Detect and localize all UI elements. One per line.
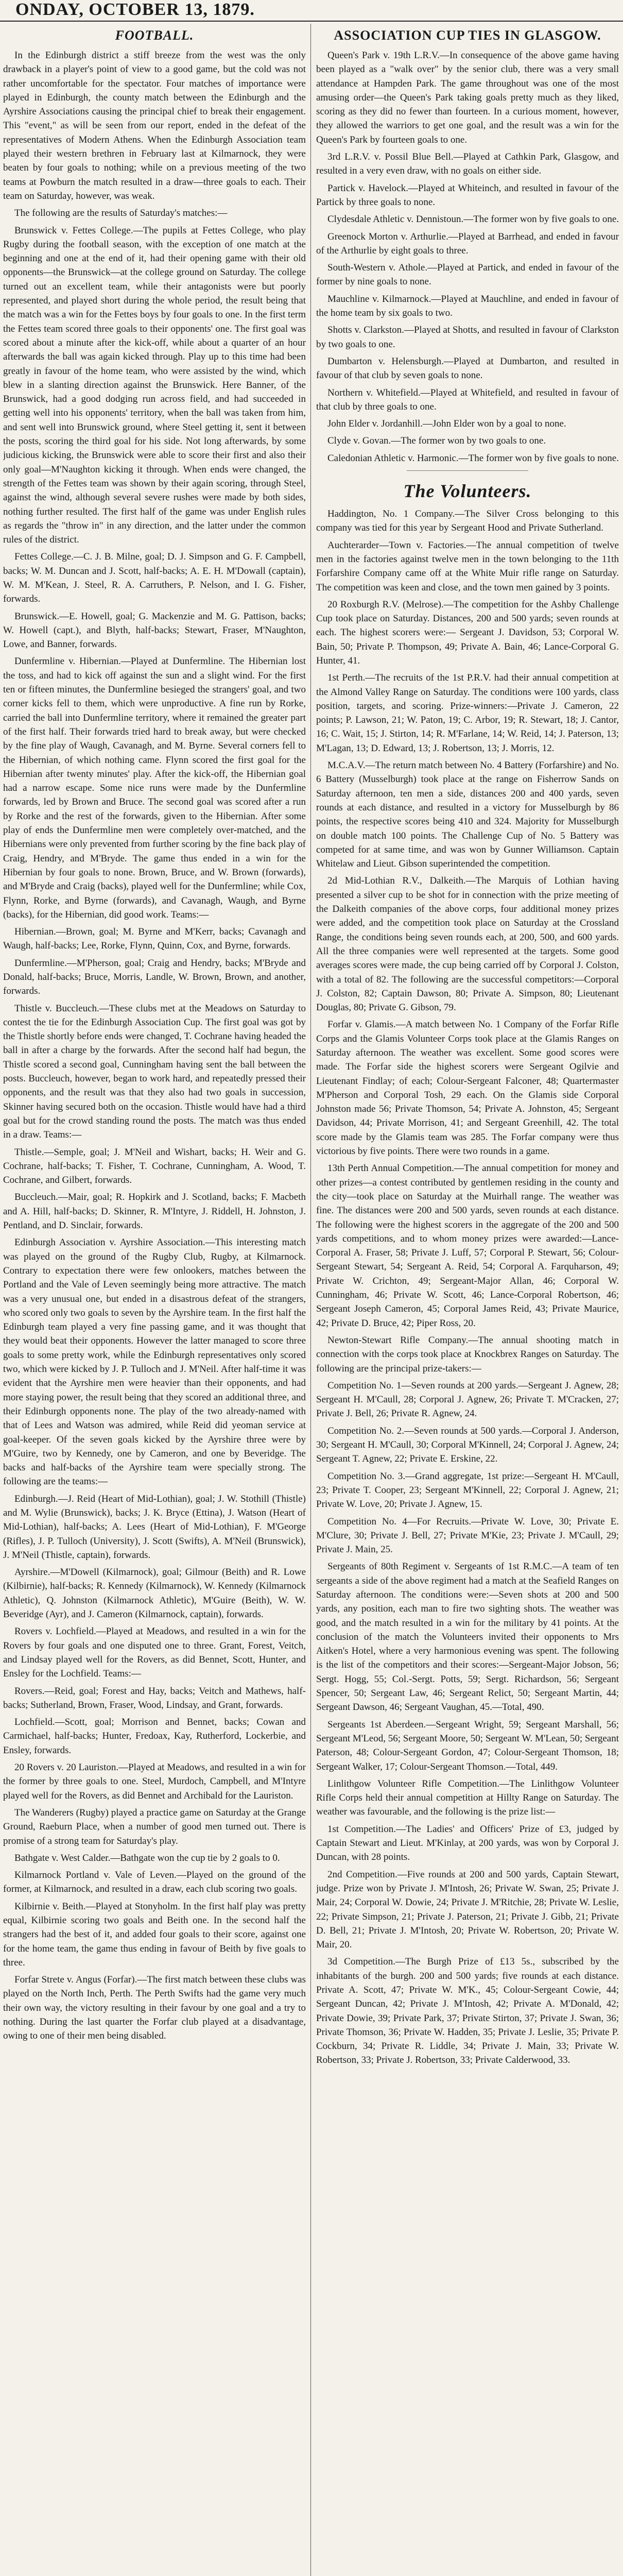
article-paragraph: 3d Competition.—The Burgh Prize of £13 5s., subscribed by the inhabitants of the burgh. 200 and 500 yards; five rounds at each distance. Private A. Scott, 47; Private W. M'K., 45; Colour-Sergeant Cowie, 44; Sergeant Duncan, 42; Private J. M'Intosh, 42; Private A. M'Donald, 42; Private Dowie, 39; Private Park, 37; Private Stirton, 37; Private J. Swan, 36; Private Thomson, 36; Private W. Hadden, 35; Private J. Leslie, 35; Private P. Cockburn, 34; Private R. Liddle, 34; Private J. Main, 33; Private W. Robertson, 33; Private J. Robertson, 33; Private Calderwood, 33. bbox=[316, 1956, 619, 2066]
column-rule bbox=[310, 24, 311, 2576]
masthead bbox=[0, 0, 623, 22]
article-paragraph: Clyde v. Govan.—The former won by two goals to one. bbox=[327, 435, 546, 447]
article-paragraph: Greenock Morton v. Arthurlie.—Played at Barrhead, and ended in favour of the Arthurlie by eight goals to three. bbox=[316, 231, 619, 256]
article-paragraph: Haddington, No. 1 Company.—The Silver Cross belonging to this company was tied for this year by Sergeant Hood and Private Sutherland. bbox=[316, 509, 619, 534]
masthead-title: ONDAY, OCTOBER 13, 1879. bbox=[15, 0, 255, 19]
article-paragraph: Bathgate v. West Calder.—Bathgate won the cup tie by 2 goals to 0. bbox=[14, 1852, 280, 1863]
article-paragraph: Sergeants 1st Aberdeen.—Sergeant Wright, 59; Sergeant Marshall, 56; Sergeant M'Leod, 56; Sergeant Moore, 50; Sergeant W. M'Lean, 50; Sergeant Paterson, 48; Colour-Sergeant Gordon, 47; Colour-Sergeant Thomson, 18; Sergeant Walker, 17; Colour-Sergeant Thomson.—Total, 449. bbox=[316, 1719, 619, 1772]
article-paragraph: Caledonian Athletic v. Harmonic.—The former won by five goals to none. bbox=[327, 452, 619, 464]
article-paragraph: 1st Perth.—The recruits of the 1st P.R.V. had their annual competition at the Almond Valley Range on Saturday. The conditions were 100 yards, class position, targets, and scoring. Prize-winners:—Private J. Cameron, 22 points; P. Lawson, 21; W. Paton, 19; C. Arbor, 19; R. Stewart, 18; J. Cantor, 16; C. Wait, 15; J. Stirton, 14; R. M'Farlane, 14; W. Reid, 14; J. Paterson, 13; M'Lagan, 13; D. Edward, 13; J. Robertson, 13; J. Morris, 12. bbox=[316, 672, 619, 754]
article-paragraph: Competition No. 4—For Recruits.—Private W. Love, 30; Private E. M'Clure, 30; Private J. Bell, 27; Private M'Kie, 23; Private J. M'Caull, 29; Private J. Main, 25. bbox=[316, 1516, 619, 1555]
article-paragraph: Dunfermline.—M'Pherson, goal; Craig and Hendry, backs; M'Bryde and Donald, half-backs; Bruce, Morris, Landle, W. Brown, Brown, and another, forwards. bbox=[3, 957, 306, 997]
article-paragraph: Shotts v. Clarkston.—Played at Shotts, and resulted in favour of Clarkston by two goals to one. bbox=[316, 325, 619, 350]
article-paragraph: Fettes College.—C. J. B. Milne, goal; D. J. Simpson and G. F. Campbell, backs; W. M. Duncan and J. Scott, half-backs; A. E. H. M'Dowall (captain), W. M. M'Kean, J. Steel, R. A. Carruthers, P. Nelson, and I. G. Fisher, forwards. bbox=[3, 551, 306, 605]
article-paragraph: The following are the results of Saturday's matches:— bbox=[14, 208, 228, 219]
article-paragraph: Dunfermline v. Hibernian.—Played at Dunfermline. The Hibernian lost the toss, and had to kick off against the sun and a slight wind. For the first ten or fifteen minutes, the Dunfermline besieged the strangers' goal, and two corner kicks fell to them, which were unproductive. A fine run by Rorke, carried the ball into Dunfermline territory, where it remained the greater part of the first half. Their forwards tried hard to break away, but were checked by the fine play of Waugh, Cavanagh, and M. Byrne. Several corners fell to the Hibernian, of which nothing came. Flynn scored the first goal for the Hibernian after twenty minutes' play. After the kick-off, the Hibernian goal had a narrow escape. Some nice runs were made by the Dunfermline forwards, led by Brown and Bruce. The second goal was scored after a run by Rorke and the rest of the forwards, given to the Hibernian. After some play of ends the Dunfermline men were completely over-matched, and the Hibernians were only prevented from further scoring by the fine back play of Craig, Hendry, and M'Bryde. The game thus ended in a win for the Hibernian by four goals to none. Brown, Bruce, and W. Brown (forwards), and M'Bryde and Craig (backs), played well for the Dunfermline; while Cox, Flynn, Rorke, and Byrne (forwards), and Cavanagh, Waugh, and Byrne (backs), for the Hibernian, did good work. Teams:— bbox=[3, 656, 306, 920]
article-paragraph: Clydesdale Athletic v. Dennistoun.—The former won by five goals to one. bbox=[327, 214, 619, 225]
football-heading: FOOTBALL. bbox=[115, 28, 194, 43]
article-paragraph: Auchterarder—Town v. Factories.—The annual competition of twelve men in the factories against twelve men in the town belonging to the 11th Forfarshire Company came off at the White Muir rifle range on Saturday. The competition was keen and close, and the town men gained by 3 points. bbox=[316, 539, 619, 593]
article-paragraph: Mauchline v. Kilmarnock.—Played at Mauchline, and ended in favour of the home team by six goals to two. bbox=[316, 293, 619, 319]
article-paragraph: Brunswick.—E. Howell, goal; G. Mackenzie and M. G. Pattison, backs; W. Howell (capt.), and Blyth, half-backs; Stewart, Fraser, M'Naughton, Lowe, and Banner, forwards. bbox=[3, 611, 306, 650]
football-body bbox=[3, 48, 306, 2043]
volunteers-body bbox=[316, 507, 619, 2067]
article-paragraph: M.C.A.V.—The return match between No. 4 Battery (Forfarshire) and No. 6 Battery (Musselburgh) took place at the range on Fisherrow Sands on Saturday afternoon, ten men a side, distances 200 and 400 yards, seven rounds at each distance, and resulted in a victory for Musselburgh by 86 points, the respective scores being 410 and 324. Majority for Musselburgh on double match 100 points. The Challenge Cup of No. 5 Battery was competed for at same time, and was won by Gunner Williamson. Captain Whitelaw and Lieut. Gibson superintended the competition. bbox=[316, 760, 619, 870]
cup-ties-body bbox=[316, 48, 619, 465]
article-paragraph: Partick v. Havelock.—Played at Whiteinch, and resulted in favour of the Partick by three goals to none. bbox=[316, 182, 619, 208]
article-paragraph: Brunswick v. Fettes College.—The pupils at Fettes College, who play Rugby during the football season, with the exception of one match at the beginning and one at the end of it, had their opening game with their old opponents—the Brunswick—at the college ground on Saturday. The college turned out an excellent team, while their antagonists were but poorly represented, and played short during the whole period, the result being that the match was a win for the Fettes boys by four goals to one. In the first term the Fettes team scored three goals to their opponents' one. The first goal was scored about a minute after the kick-off, while about a quarter of an hour afterwards the ball was again kicked through. Play up to this time had been greatly in favour of the home team, who were assisted by the wind, which blew in a slanting direction against the Brunswick. Here Banner, of the Brunswick, had a good dodging run across field, and had succeeded in getting well into his opponents' territory, when the ball was taken from him, and sent well into Brunswick ground, where Steel getting it, sent it between the posts, scoring the third goal for his side. Not long afterwards, by some judicious kicking, the Brunswick were able to score their first and also their only goal—M'Naughton kicking it through. When ends were changed, the strength of the Fettes team was shown by their again scoring, through Steel, against the wind, although several severe rushes were made by both sides, nothing further resulted. The first half of the game was under English rules as regards the "throw in" in any direction, and the latter under the common rules of the district. bbox=[3, 225, 306, 546]
article-paragraph: Newton-Stewart Rifle Company.—The annual shooting match in connection with the corps took place at Knockbrex Ranges on Saturday. The following are the principal prize-takers:— bbox=[316, 1334, 619, 1374]
article-paragraph: Queen's Park v. 19th L.R.V.—In consequence of the above game having been played as a "walk over" by the senior club, there was a very small attendance at Hampden Park. The game throughout was one of the most amusing order—the Queen's Park taking goals pretty much as they liked, scoring as they did no fewer than fourteen. In a curious moment, however, they allowed the warriors to get one goal, and the result was a win for the Queen's Park by fourteen goals to one. bbox=[316, 50, 619, 145]
article-paragraph: Buccleuch.—Mair, goal; R. Hopkirk and J. Scotland, backs; F. Macbeth and A. Hill, half-backs; D. Skinner, R. M'Intyre, J. Riddell, H. Johnston, J. Pentland, and D. Sinclair, forwards. bbox=[3, 1192, 306, 1231]
article-paragraph: 2d Mid-Lothian R.V., Dalkeith.—The Marquis of Lothian having presented a silver cup to be shot for in connection with the prize meeting of the Dalkeith companies of the above corps, four additional money prizes were added, and the competition took place on Saturday at the Crossland Range, the conditions being seven rounds each, at 200, 500, and 600 yards. All the three companies were well represented at the targets. Some good averages scores were made, the cup being carried off by Corporal J. Colston, with a total of 82. The following are the successful competitors:—Corporal J. Colston, 82; Captain Dawson, 80; Private A. Simpson, 80; Lieutenant Douglas, 80; Private G. Gibson, 79. bbox=[316, 875, 619, 1013]
article-paragraph: Competition No. 1—Seven rounds at 200 yards.—Sergeant J. Agnew, 28; Sergeant H. M'Caull, 28; Corporal J. Agnew, 26; Private T. M'Cracken, 27; Private J. Bell, 26; Private R. Agnew, 24. bbox=[316, 1380, 619, 1419]
article-paragraph: 3rd L.R.V. v. Possil Blue Bell.—Played at Cathkin Park, Glasgow, and resulted in a very even draw, with no goals on either side. bbox=[316, 151, 619, 177]
article-paragraph: South-Western v. Athole.—Played at Partick, and ended in favour of the former by nine goals to none. bbox=[316, 262, 619, 287]
article-paragraph: Dumbarton v. Helensburgh.—Played at Dumbarton, and resulted in favour of that club by seven goals to none. bbox=[316, 355, 619, 381]
article-paragraph: Lochfield.—Scott, goal; Morrison and Bennet, backs; Cowan and Carmichael, half-backs; Hunter, Fredoax, Kay, Rutherford, Lockerbie, and Ensley, forwards. bbox=[3, 1717, 306, 1756]
article-paragraph: Edinburgh.—J. Reid (Heart of Mid-Lothian), goal; J. W. Stothill (Thistle) and M. Wylie (Brunswick), backs; J. K. Bryce (Ettina), J. Watson (Heart of Mid-Lothian), half-backs; A. Lees (Heart of Mid-Lothian), F. M'George (Rifles), J. P. Tulloch (University), J. Scott (Swifts), A. M'Neil (Brunswick), J. M'Neil (Thistle, captain), forwards. bbox=[3, 1493, 306, 1561]
article-paragraph: 2nd Competition.—Five rounds at 200 and 500 yards, Captain Stewart, judge. Prize won by Private J. M'Intosh, 26; Private W. Swan, 25; Private J. Mair, 24; Corporal W. Dowie, 24; Private J. M'Ritchie, 28; Private W. Leslie, 22; Private Simpson, 21; Private J. Paterson, 21; Private J. Gibb, 21; Private D. Bell, 21; Private J. M'Intosh, 20; Private W. Robertson, 20; Private W. Mair, 20. bbox=[316, 1869, 619, 1951]
article-paragraph: Forfar Strete v. Angus (Forfar).—The first match between these clubs was played on the North Inch, Perth. The Perth Swifts had the game very much their own way, the victory resulting in their favour by one goal and a try to nothing. During the last quarter the Forfar club played at a disadvantage, owing to one of their men being disabled. bbox=[3, 1974, 306, 2042]
article-paragraph: Edinburgh Association v. Ayrshire Association.—This interesting match was played on the ground of the Rugby Club, Rugby, at Kilmarnock. Contrary to expectation there were few onlookers, matches between the Portland and the Vale of Leven seemingly being more attractive. The match was a very unusual one, but ended in a disastrous defeat of the strangers, who scored only two goals to seven by the Ayrshire team. In the first half the Edinburgh team played a very fine passing game, and it was thought that they would beat their opponents. However the latter managed to score three goals to some pretty work, while the Edinburgh representatives only scored two, which were kicked by J. P. Tulloch and J. M'Neil. After half-time it was evident that the Ayrshire men were heavier than their opponents, and had more staying power, the result being that they scored an additional three, and their Edinburgh opponents none. The play of the two already-named with that of Lees and Watson was admired, while Reid did yeoman service at goal-keeper. Of the seven goals kicked by the Ayrshire three were by M'Guire, two by Kennedy, one by Cameron, and one by Beveridge. The backs and half-backs of the Ayrshire team were specially strong. The following are the teams:— bbox=[3, 1237, 306, 1487]
article-paragraph: Linlithgow Volunteer Rifle Competition.—The Linlithgow Volunteer Rifle Corps held their annual competition at Hillty Range on Saturday. The weather was favourable, and the following is the prize list:— bbox=[316, 1778, 619, 1818]
article-paragraph: Competition No. 3.—Grand aggregate, 1st prize:—Sergeant H. M'Caull, 23; Private T. Cooper, 23; Sergeant M'Kinnell, 22; Corporal J. Agnew, 21; Private W. Love, 20; Private J. Agnew, 15. bbox=[316, 1470, 619, 1510]
article-paragraph: 13th Perth Annual Competition.—The annual competition for money and other prizes—a contest contributed by gentlemen residing in the county and the city—took place on Saturday at the Muirhall range. The weather was fine. The distances were 200 and 500 yards, seven rounds at each distance. The following were the highest scorers in the aggregate of the 200 and 500 yards competitions, and to whom money prizes were awarded:—Lance-Corporal A. Fraser, 58; Private J. Luff, 57; Corporal P. Stewart, 56; Colour-Sergeant Stewart, 54; Sergeant A. Reid, 54; Corporal A. Farquharson, 49; Private W. Crichton, 49; Sergeant-Major Allan, 46; Corporal W. Cunningham, 46; Private W. Scott, 46; Lance-Corporal Robertson, 46; Sergeant Joseph Cameron, 45; Corporal James Reid, 43; Private Maurice, 42; Private D. Bruce, 42; Piper Ross, 20. bbox=[316, 1163, 619, 1329]
article-paragraph: Competition No. 2.—Seven rounds at 500 yards.—Corporal J. Anderson, 30; Sergeant H. M'Caull, 30; Corporal M'Kinnell, 24; Corporal J. Agnew, 24; Sergeant T. Agnew, 22; Private E. Erskine, 22. bbox=[316, 1425, 619, 1465]
volunteers-heading: The Volunteers. bbox=[403, 481, 532, 502]
article-paragraph: Sergeants of 80th Regiment v. Sergeants of 1st R.M.C.—A team of ten sergeants a side of the above regiment had a match at the Seafield Ranges on Saturday afternoon. The conditions were:—Seven shots at 200 and 500 yards, any position, each man to fire two sighting shots. The weather was good, and the match resulted in a win for the military by 41 points. At the conclusion of the match the Volunteers invited their opponents to Mrs Aitken's Hotel, where a very harmonious evening was spent. The following is the list of the competitors and their scores:—Sergeant-Major Jobson, 56; Sergt. Hogg, 55; Col.-Sergt. Potts, 59; Sergt. Richardson, 56; Sergeant Spencer, 50; Sergeant Law, 46; Sergeant Relict, 50; Sergeant Martin, 44; Sergeant Dawson, 46; Sergeant Vaughan, 45.—Total, 490. bbox=[316, 1561, 619, 1713]
article-paragraph: Thistle v. Buccleuch.—These clubs met at the Meadows on Saturday to contest the tie for the Edinburgh Association Cup. The first goal was got by the Thistle shortly before ends were changed, T. Cochrane having headed the ball in after a charge by the forwards. After the second half had begun, the Thistle scored a second goal, Cunningham having sent the ball between the posts. Buccleuch, however, began to work hard, and repeatedly pressed their opponents, and the result was that they also had two goals in succession, Skinner having secured both on the occasion. Thistle would have had a third goal but for the crowd standing round the posts. The match was thus ended in a draw. Teams:— bbox=[3, 1003, 306, 1141]
article-paragraph: 20 Roxburgh R.V. (Melrose).—The competition for the Ashby Challenge Cup took place on Saturday. Distances, 200 and 500 yards; seven rounds at each. The highest scorers were:— Sergeant J. Davidson, 53; Corporal W. Bain, 50; Private P. Thompson, 49; Private A. Bain, 46; Lance-Corporal G. Hunter, 41. bbox=[316, 599, 619, 666]
article-paragraph: Kilmarnock Portland v. Vale of Leven.—Played on the ground of the former, at Kilmarnock, and resulted in a draw, each club scoring two goals. bbox=[3, 1870, 306, 1895]
article-paragraph: Ayrshire.—M'Dowell (Kilmarnock), goal; Gilmour (Beith) and R. Lowe (Kilbirnie), half-backs; R. Kennedy (Kilmarnock), W. Kennedy (Kilmarnock Athletic), Q. Johnston (Kilmarnock Athletic), M'Guire (Beith), W. W. Beveridge (Ayr), and J. Cameron (Kilmarnock, captain), forwards. bbox=[3, 1567, 306, 1620]
section-divider bbox=[407, 470, 528, 471]
article-paragraph: Northern v. Whitefield.—Played at Whitefield, and resulted in favour of that club by three goals to one. bbox=[316, 387, 619, 412]
article-paragraph: Kilbirnie v. Beith.—Played at Stonyholm. In the first half play was pretty equal, Kilbirnie scoring two goals and Beith one. In the second half the strangers had the best of it, and added four goals to their score, against one for the home team, the game thus ending in favour of Beith by five goals to three. bbox=[3, 1901, 306, 1968]
article-paragraph: Rovers.—Reid, goal; Forest and Hay, backs; Veitch and Mathews, half-backs; Sutherland, Brown, Fraser, Wood, Lindsay, and Grant, forwards. bbox=[3, 1685, 306, 1710]
article-paragraph: Thistle.—Semple, goal; J. M'Neil and Wishart, backs; H. Weir and G. Cochrane, half-backs; T. Fisher, T. Cochrane, Cunningham, A. Wood, T. Cochrane, and Gilbert, forwards. bbox=[3, 1146, 306, 1186]
article-paragraph: John Elder v. Jordanhill.—John Elder won by a goal to none. bbox=[327, 418, 566, 430]
football-column bbox=[3, 25, 306, 2576]
article-paragraph: 1st Competition.—The Ladies' and Officers' Prize of £3, judged by Captain Stewart and Lieut. M'Kinlay, at 200 yards, was won by Corporal J. Duncan, with 28 points. bbox=[316, 1823, 619, 1863]
cup-ties-heading: ASSOCIATION CUP TIES IN GLASGOW. bbox=[334, 28, 601, 43]
article-paragraph: Forfar v. Glamis.—A match between No. 1 Company of the Forfar Rifle Corps and the Glamis Volunteer Corps took place at the Glamis Ranges on Saturday afternoon. The weather was excellent. Some good scores were made. The Forfar side the highest scorers were Sergeant Ogilvie and Lieutenant Findlay; of each; Colour-Sergeant Falconer, 48; Quartermaster M'Pherson and Corporal Tosh, 29 each. On the Glamis side Corporal Johnston made 56; Private Thomson, 54; Private A. Johnston, 45; Sergeant Davidson, 44; Private Morrison, 41; and Sergeant Greenhill, 42. The total score made by the Glamis team was 285. The Forfar company were thus victorious by five points. There were two rounds in a game. bbox=[316, 1019, 619, 1157]
article-paragraph: The Wanderers (Rugby) played a practice game on Saturday at the Grange Ground, Raeburn Place, when a number of good men turned out. There is promise of a strong team for Saturday's play. bbox=[3, 1807, 306, 1846]
article-paragraph: Rovers v. Lochfield.—Played at Meadows, and resulted in a win for the Rovers by four goals and one disputed one to three. Grant, Forest, Veitch, and Lindsay played well for the Rovers, as did Bennet, Scott, Hunter, and Ensley for the Lochfield. Teams:— bbox=[3, 1626, 306, 1680]
cup-ties-column bbox=[316, 25, 619, 2576]
article-paragraph: In the Edinburgh district a stiff breeze from the west was the only drawback in a player's point of view to a good game, but the cold was not rather uncomfortable for the spectator. Four matches of importance were played in Edinburgh, the county match between the Edinburgh and the Ayrshire Associations causing the principal chief to break their engagement. This "event," as will be seen from our report, ended in the defeat of the representatives of Modern Athens. When the Edinburgh Association team played their western brethren in February last at Kilmarnock, they were beaten by four goals to nothing; while on a previous meeting of the two teams at Powburn the match resulted in a draw—three goals to each. Their team on Saturday, however, was weak. bbox=[3, 50, 306, 201]
article-paragraph: Hibernian.—Brown, goal; M. Byrne and M'Kerr, backs; Cavanagh and Waugh, half-backs; Lee, Rorke, Flynn, Quinn, Cox, and Byrne, forwards. bbox=[3, 926, 306, 952]
article-paragraph: 20 Rovers v. 20 Lauriston.—Played at Meadows, and resulted in a win for the former by three goals to one. Steel, Murdoch, Campbell, and M'Intyre played well for the Rovers, as did Bennet and Archibald for the Lauriston. bbox=[3, 1762, 306, 1801]
